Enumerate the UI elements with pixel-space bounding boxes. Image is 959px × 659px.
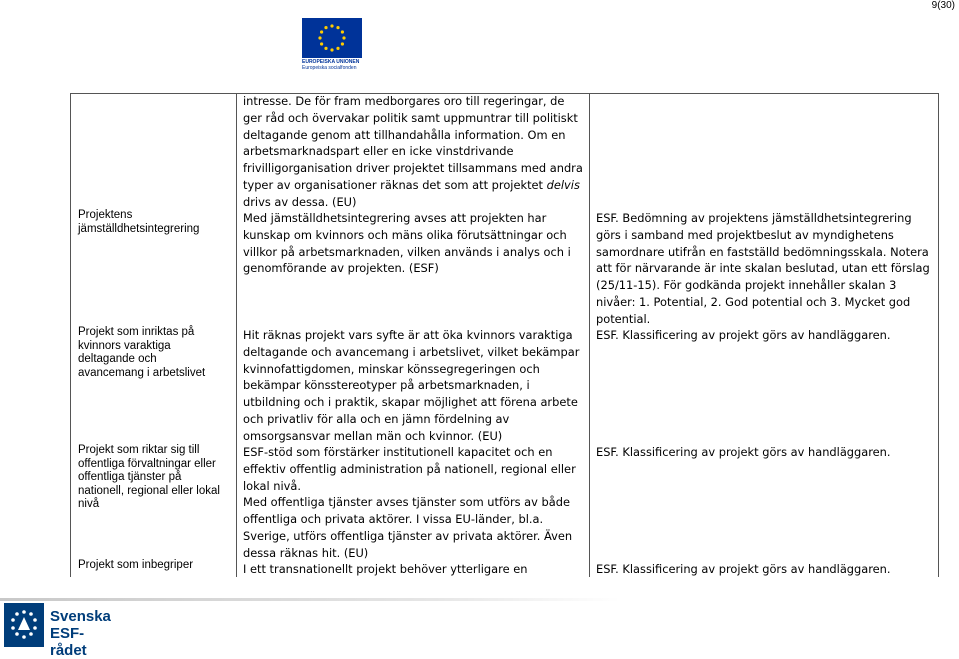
criteria-line: kvinnofattigdomen, minskar könssegregeringen och <box>243 361 540 376</box>
assessment-line: ESF. Bedömning av projektens jämställdhetsintegrering <box>596 211 912 225</box>
eu-flag-icon <box>302 18 362 58</box>
criteria-line: ger råd och övervakar politik samt uppmuntrar till politiskt <box>243 110 578 125</box>
table-row-assessment <box>596 561 936 578</box>
table-row-criteria <box>243 210 585 277</box>
criteria-line: dessa räknas hit. (EU) <box>243 545 369 560</box>
table-row-label <box>78 326 233 380</box>
footer-divider <box>0 598 620 601</box>
criteria-line: intresse. De för fram medborgares oro till regeringar, de <box>243 94 565 108</box>
criteria-line: lokal nivå. <box>243 478 302 493</box>
label-line: jämställdhetsintegrering <box>78 222 200 235</box>
criteria-line: omsorgsansvar mellan män och kvinnor. (EU) <box>243 428 503 443</box>
criteria-line: bekämpar könsstereotyper på arbetsmarknaden, i <box>243 378 530 393</box>
table-row-assessment <box>596 327 936 344</box>
table-row-criteria <box>243 561 585 578</box>
assessment-line: ESF. Klassificering av projekt görs av handläggaren. <box>596 562 891 576</box>
criteria-line: och privatliv för alla och en jämn fördelning av <box>243 411 510 426</box>
label-line: avancemang i arbetslivet <box>78 366 206 379</box>
criteria-line: offentliga och privata aktörer. I vissa EU-länder, bl.a. <box>243 512 544 527</box>
label-line: Projektens <box>78 209 133 221</box>
label-line: Projekt som inriktas på <box>78 326 195 338</box>
esf-star-icon <box>4 603 44 647</box>
criteria-line: kunskap om kvinnors och mäns olika förutsättningar och <box>243 227 567 242</box>
assessment-line: (25/11-15). För godkända projekt innehåller skalan 3 <box>596 278 897 293</box>
column-divider <box>236 93 237 577</box>
table-row-assessment <box>596 210 936 328</box>
criteria-line: typer av organisationer räknas det som att projektet delvis <box>243 177 580 192</box>
criteria-line: ESF-stöd som förstärker institutionell kapacitet och en <box>243 445 553 459</box>
criteria-line: drivs av dessa. (EU) <box>243 194 357 209</box>
assessment-line: ESF. Klassificering av projekt görs av handläggaren. <box>596 328 891 342</box>
label-line: nivå <box>78 498 100 510</box>
criteria-line: villkor på arbetsmarknaden, vilken används i analys och i <box>243 244 571 259</box>
criteria-line: Hit räknas projekt vars syfte är att öka kvinnors varaktiga <box>243 328 573 342</box>
criteria-line: I ett transnationellt projekt behöver ytterligare en <box>243 562 528 576</box>
page-number: 9(30) <box>931 0 955 11</box>
assessment-line: potential. <box>596 311 651 326</box>
criteria-line: deltagande och avancemang i arbetslivet, vilket bekämpar <box>243 344 580 359</box>
criteria-line: Med offentliga tjänster avses tjänster som utförs av både <box>243 495 570 510</box>
criteria-line: genomförande av projekten. (ESF) <box>243 261 439 276</box>
criteria-line: Sverige, utförs offentliga tjänster av privata aktörer. Även <box>243 528 573 543</box>
esf-logo-line: Svenska <box>50 608 111 625</box>
criteria-line: deltagande genom att tillhandahålla information. Om en <box>243 127 566 142</box>
esf-logo-line: ESF-rådet <box>50 625 87 659</box>
table-row-assessment <box>596 444 936 461</box>
table-row-label <box>78 444 233 512</box>
label-line: nationell, regional eller lokal <box>78 484 220 497</box>
label-line: deltagande och <box>78 353 157 365</box>
criteria-line: frivilligorganisation driver projektet tillsammans med andra <box>243 161 583 176</box>
table-row-criteria <box>243 93 585 211</box>
table-row-criteria <box>243 327 585 445</box>
criteria-line: Med jämställdhetsintegrering avses att projekten har <box>243 211 547 225</box>
criteria-line: utbildning och i praktik, skapar möjlighet att förena arbete <box>243 395 578 410</box>
label-line: offentliga förvaltningar eller <box>78 457 216 470</box>
table-row-criteria <box>243 444 585 562</box>
label-line: Projekt som riktar sig till <box>78 444 200 456</box>
assessment-line: ESF. Klassificering av projekt görs av handläggaren. <box>596 445 891 459</box>
criteria-line: effektiv offentlig administration på nationell, regional eller <box>243 461 576 476</box>
assessment-line: nivåer: 1. Potential, 2. God potential och 3. Mycket god <box>596 294 911 309</box>
label-line: kvinnors varaktiga <box>78 339 171 352</box>
table-row-label <box>78 559 233 573</box>
assessment-line: görs i samband med projektbeslut av myndighetens <box>596 227 894 242</box>
eu-logo-title: EUROPEISKA UNIONEN <box>302 59 360 65</box>
column-divider <box>589 93 590 577</box>
label-line: Projekt som inbegriper <box>78 559 194 571</box>
table-row-label <box>78 209 233 236</box>
assessment-line: att för närvarande är inte skalan beslutad, utan ett förslag <box>596 261 930 276</box>
label-line: offentliga tjänster på <box>78 471 182 483</box>
criteria-line: arbetsmarknadspart eller en icke vinstdrivande <box>243 144 514 159</box>
esf-logo-text <box>50 608 114 659</box>
eu-logo <box>302 18 364 71</box>
esf-radet-logo <box>4 603 114 659</box>
eu-logo-subtitle: Europeiska socialfonden <box>302 65 357 71</box>
assessment-line: samordnare utifrån en fastställd bedömningsskala. Notera <box>596 244 929 259</box>
